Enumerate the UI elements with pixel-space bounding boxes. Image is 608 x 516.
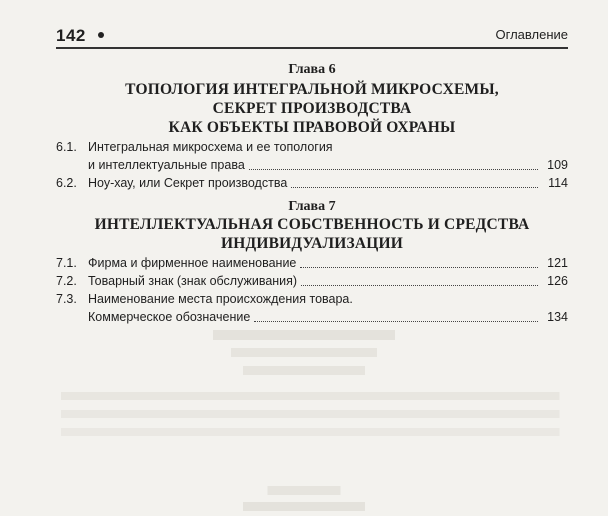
toc-entry-7-1[interactable] bbox=[56, 255, 568, 271]
running-title: Оглавление bbox=[495, 27, 568, 42]
dot-leader bbox=[300, 267, 538, 268]
toc-entry-page: 134 bbox=[547, 310, 568, 324]
toc-entry-number: 6.2. bbox=[56, 176, 77, 190]
toc-entry-number: 6.1. bbox=[56, 140, 77, 154]
toc-entry-title: Товарный знак (знак обслуживания) bbox=[88, 274, 298, 288]
toc-entry-title-continued: и интеллектуальные права bbox=[88, 158, 245, 172]
toc-entry-6-1-continued[interactable] bbox=[56, 157, 568, 173]
toc-entry-page: 109 bbox=[547, 158, 568, 172]
chapter-7-title-line-2: ИНДИВИДУАЛИЗАЦИИ bbox=[220, 235, 404, 252]
toc-entry-title: Наименование места происхождения товара. bbox=[88, 292, 353, 306]
chapter-7-label: Глава 7 bbox=[288, 199, 336, 214]
chapter-6-title-line-3: КАК ОБЪЕКТЫ ПРАВОВОЙ ОХРАНЫ bbox=[168, 119, 456, 136]
toc-entry-number: 7.3. bbox=[56, 292, 77, 306]
page-number: 142 bbox=[56, 26, 86, 45]
dot-leader bbox=[249, 169, 538, 170]
bullet-icon bbox=[98, 32, 104, 38]
page-header bbox=[56, 24, 568, 48]
toc-entry-number: 7.2. bbox=[56, 274, 77, 288]
toc-entry-7-3[interactable] bbox=[56, 291, 568, 307]
toc-entry-page: 121 bbox=[547, 256, 568, 270]
toc-entry-title: Фирма и фирменное наименование bbox=[88, 256, 297, 270]
header-rule bbox=[56, 47, 568, 49]
chapter-6-label: Глава 6 bbox=[288, 62, 336, 77]
chapter-6-title-line-1: ТОПОЛОГИЯ ИНТЕГРАЛЬНОЙ МИКРОСХЕМЫ, bbox=[125, 81, 499, 98]
toc-entry-title: Интегральная микросхема и ее топология bbox=[88, 140, 333, 154]
dot-leader bbox=[301, 285, 538, 286]
toc-entry-6-1[interactable] bbox=[56, 139, 568, 155]
toc-entry-title-continued: Коммерческое обозначение bbox=[88, 310, 251, 324]
toc-entry-title: Ноу-хау, или Секрет производства bbox=[88, 176, 288, 190]
chapter-7-title-line-1: ИНТЕЛЛЕКТУАЛЬНАЯ СОБСТВЕННОСТЬ И СРЕДСТВА bbox=[94, 216, 530, 233]
toc-entry-6-2[interactable] bbox=[56, 175, 568, 191]
toc-entry-number: 7.1. bbox=[56, 256, 77, 270]
toc-entry-page: 126 bbox=[547, 274, 568, 288]
toc-entry-7-2[interactable] bbox=[56, 273, 568, 289]
dot-leader bbox=[254, 321, 538, 322]
toc-entry-7-3-continued[interactable] bbox=[56, 309, 568, 325]
chapter-6-title-line-2: СЕКРЕТ ПРОИЗВОДСТВА bbox=[212, 100, 412, 117]
toc-entry-page: 114 bbox=[548, 176, 568, 190]
dot-leader bbox=[291, 187, 538, 188]
